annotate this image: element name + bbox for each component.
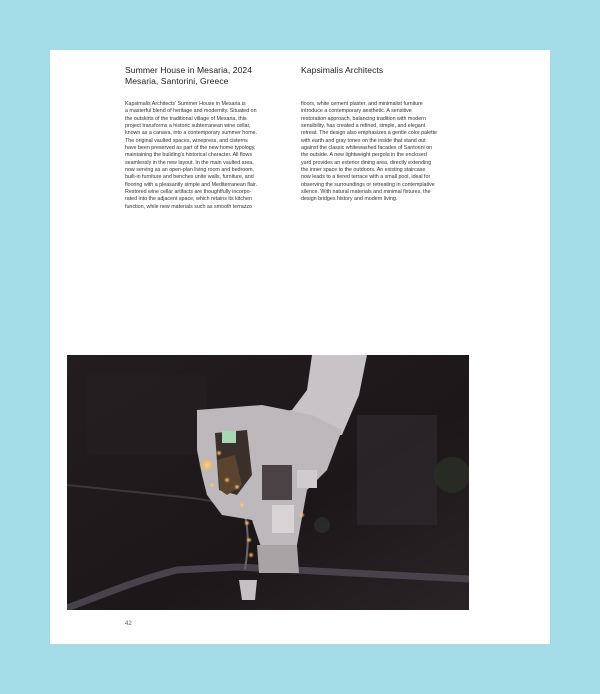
project-heading	[125, 65, 252, 86]
body-text-line: a masterful blend of heritage and modernity. Situated on	[125, 108, 257, 115]
tree	[434, 457, 469, 493]
body-text-line: the outside. A new lightweight pergola in the enclosed	[301, 152, 427, 159]
body-text-line: the inner space to the outdoors. An existing staircase	[301, 167, 426, 174]
tree	[314, 517, 330, 533]
body-text-line: have been preserved as part of the new home typology,	[125, 145, 256, 152]
body-text-line: The original vaulted spaces, winepress, and cisterns	[125, 137, 248, 144]
terrain-patch	[87, 375, 207, 455]
light	[248, 552, 254, 558]
lower-terrace	[257, 545, 299, 573]
body-text-line: observing the surroundings or retreating in contemplative	[301, 181, 435, 188]
body-text-line: project transforms a historic subterranean wine cellar,	[125, 123, 251, 130]
project-title: Summer House in Mesaria, 2024	[125, 65, 253, 75]
body-text-line: with earth and gray tones on the inside that stand out	[301, 137, 426, 144]
light	[299, 512, 305, 518]
body-text-line: now serving as an open-plan living room and bedroom,	[125, 167, 255, 174]
light	[246, 537, 252, 543]
body-text-left-column	[125, 101, 285, 211]
light	[224, 477, 230, 483]
pool	[222, 431, 236, 443]
light	[244, 520, 250, 526]
body-text-line: Restored wine cellar artifacts are thoughtfully incorpo-	[125, 189, 252, 196]
aerial-photo	[67, 355, 469, 610]
light	[234, 484, 240, 490]
light	[216, 450, 222, 456]
body-text-line: built-in furniture and benches unite walls, furniture, and	[125, 174, 254, 181]
body-text-line: the outskirts of the traditional village of Mesaria, this	[125, 115, 247, 122]
body-text-line: seamlessly in the new layout. In the main vaulted area,	[125, 159, 254, 166]
body-text-right-column	[301, 101, 461, 204]
body-text-line: restoration approach, balancing tradition with modern	[301, 115, 426, 122]
architect-heading	[301, 65, 383, 76]
architect-name: Kapsimalis Architects	[301, 65, 384, 75]
terrain-patch	[357, 415, 437, 525]
body-text-line: silence. With natural materials and minimal fixtures, the	[301, 189, 431, 196]
magazine-page	[50, 50, 550, 644]
entry-structure	[239, 580, 257, 600]
body-text-line: now leads to a tiered terrace with a small pool, ideal for	[301, 174, 431, 181]
body-text-line: floors, white cement plaster, and minimalist furniture	[301, 101, 423, 107]
body-text-line: function, while new materials such as smooth terrazzo	[125, 203, 252, 210]
light	[239, 502, 245, 508]
body-text-line: sensibility, has created a refined, simple, and elegant	[301, 123, 426, 130]
body-text-line: yard provides an exterior dining area, directly extending	[301, 159, 432, 166]
inner-yard	[262, 465, 292, 500]
body-text-line: introduce a contemporary aesthetic. A sensitive	[301, 108, 412, 115]
page-number: 42	[125, 621, 132, 627]
aerial-photo-graphic	[67, 355, 469, 610]
roof-block	[272, 505, 294, 533]
body-text-line: design bridges history and modern living.	[301, 196, 398, 203]
body-text-line: retreat. The design also emphasizes a gentle color palette	[301, 130, 437, 137]
body-text-line: against the classic whitewashed facades of Santorini on	[301, 145, 433, 152]
body-text-line: flooring with a pleasantly simple and Mediterranean flair.	[125, 181, 257, 188]
body-text-line: maintaining the building's historical character. All flows	[125, 152, 252, 159]
body-text-line: rated into the adjacent space, which retains its kitchen	[125, 196, 252, 203]
body-text-line: known as a canava, into a contemporary summer home.	[125, 130, 258, 137]
roof-block	[297, 470, 317, 488]
project-location: Mesaria, Santorini, Greece	[125, 75, 229, 86]
light	[199, 457, 215, 473]
light	[209, 482, 215, 488]
body-text-line: Kapsimalis Architects' Summer House in Mesaria is	[125, 101, 246, 107]
